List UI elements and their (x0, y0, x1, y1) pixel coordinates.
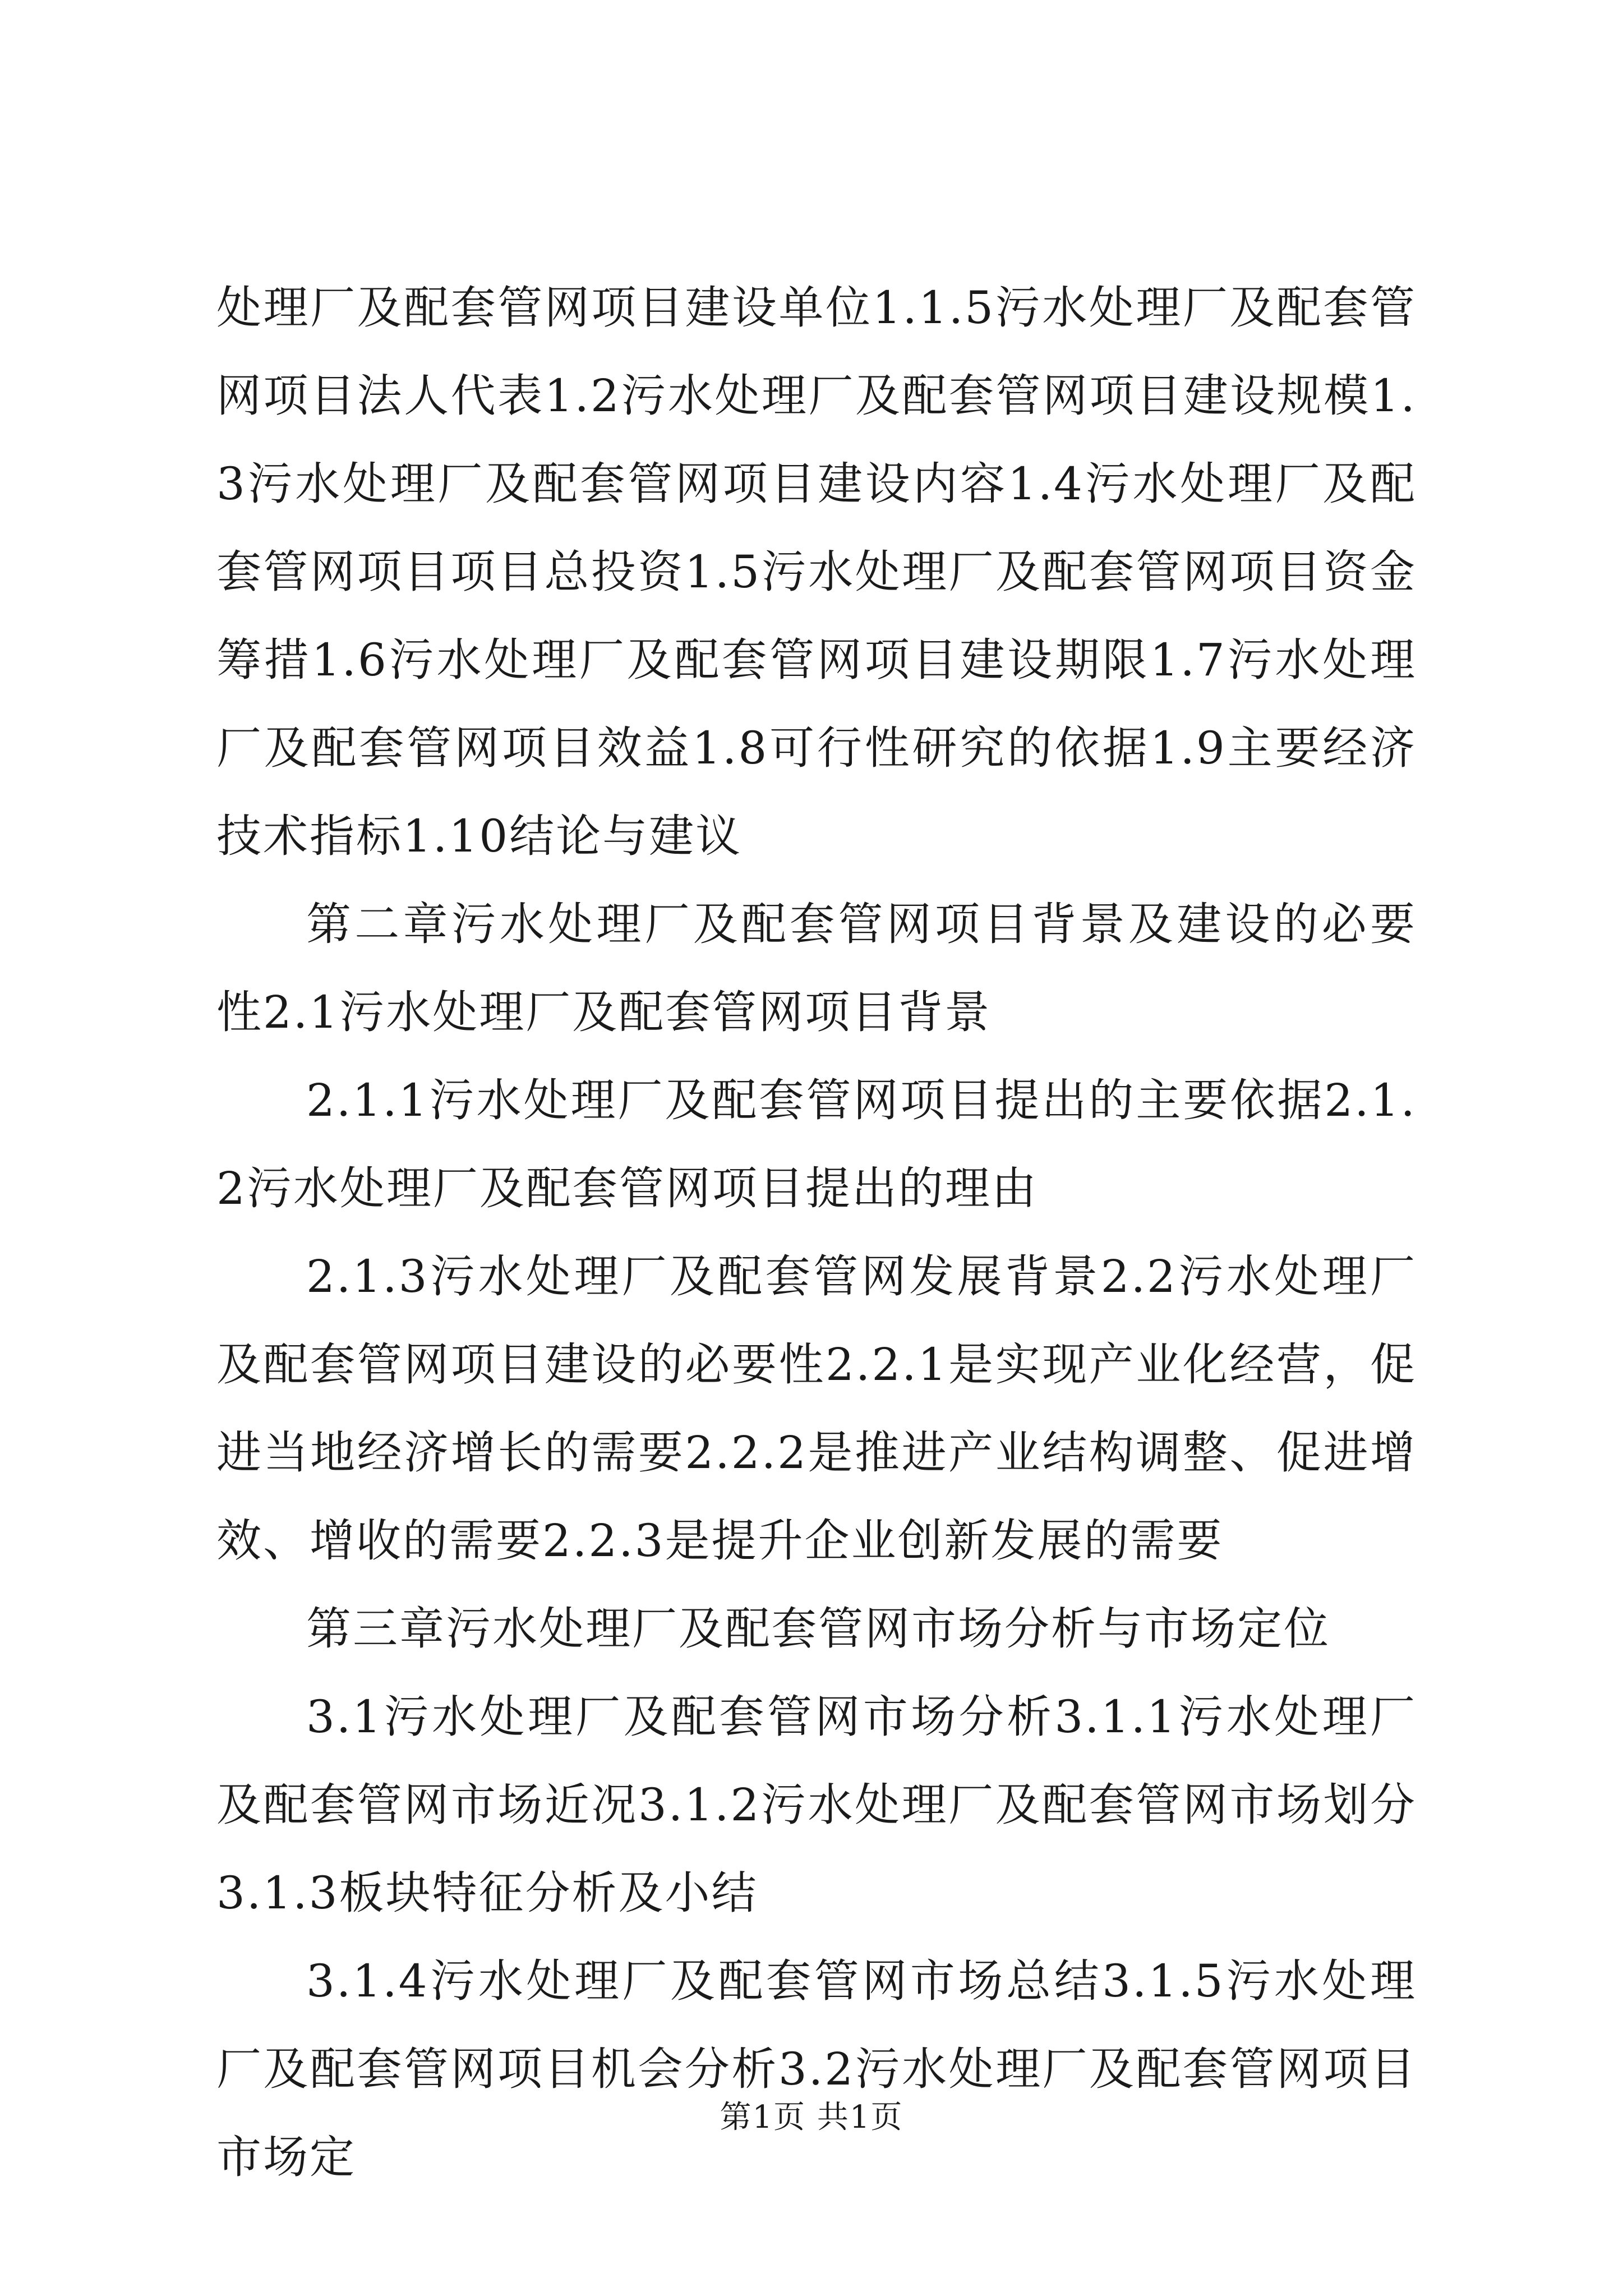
paragraph-6: 3.1污水处理厂及配套管网市场分析3.1.1污水处理厂及配套管网市场近况3.1.2污水处理厂及配套管网市场划分3.1.3板块特征分析及小结 (216, 1691, 1417, 1919)
paragraph-7: 3.1.4污水处理厂及配套管网市场总结3.1.5污水处理厂及配套管网项目机会分析3.2污水处理厂及配套管网项目市场定 (216, 1955, 1417, 2183)
paragraph-5: 第三章污水处理厂及配套管网市场分析与市场定位 (306, 1603, 1330, 1655)
page-footer: 第1页 共1页 (720, 2099, 903, 2136)
paragraph-3: 2.1.1污水处理厂及配套管网项目提出的主要依据2.1.2污水处理厂及配套管网项目提出的理由 (216, 1074, 1417, 1214)
paragraph-1: 处理厂及配套管网项目建设单位1.1.5污水处理厂及配套管网项目法人代表1.2污水处理厂及配套管网项目建设规模1.3污水处理厂及配套管网项目建设内容1.4污水处理厂及配套管网项目项目总投资1.5污水处理厂及配套管网项目资金筹措1.6污水处理厂及配套管网项目建设期限1.7污水处理厂及配套管网项目效益1.8可行性研究的依据1.9主要经济技术指标1.10结论与建议 (216, 282, 1417, 862)
paragraph-2: 第二章污水处理厂及配套管网项目背景及建设的必要性2.1污水处理厂及配套管网项目背景 (216, 898, 1417, 1038)
document-body (216, 264, 1417, 2201)
paragraph-4: 2.1.3污水处理厂及配套管网发展背景2.2污水处理厂及配套管网项目建设的必要性2.2.1是实现产业化经营，促进当地经济增长的需要2.2.2是推进产业结构调整、促进增效、增收的需要2.2.3是提升企业创新发展的需要 (216, 1250, 1417, 1567)
